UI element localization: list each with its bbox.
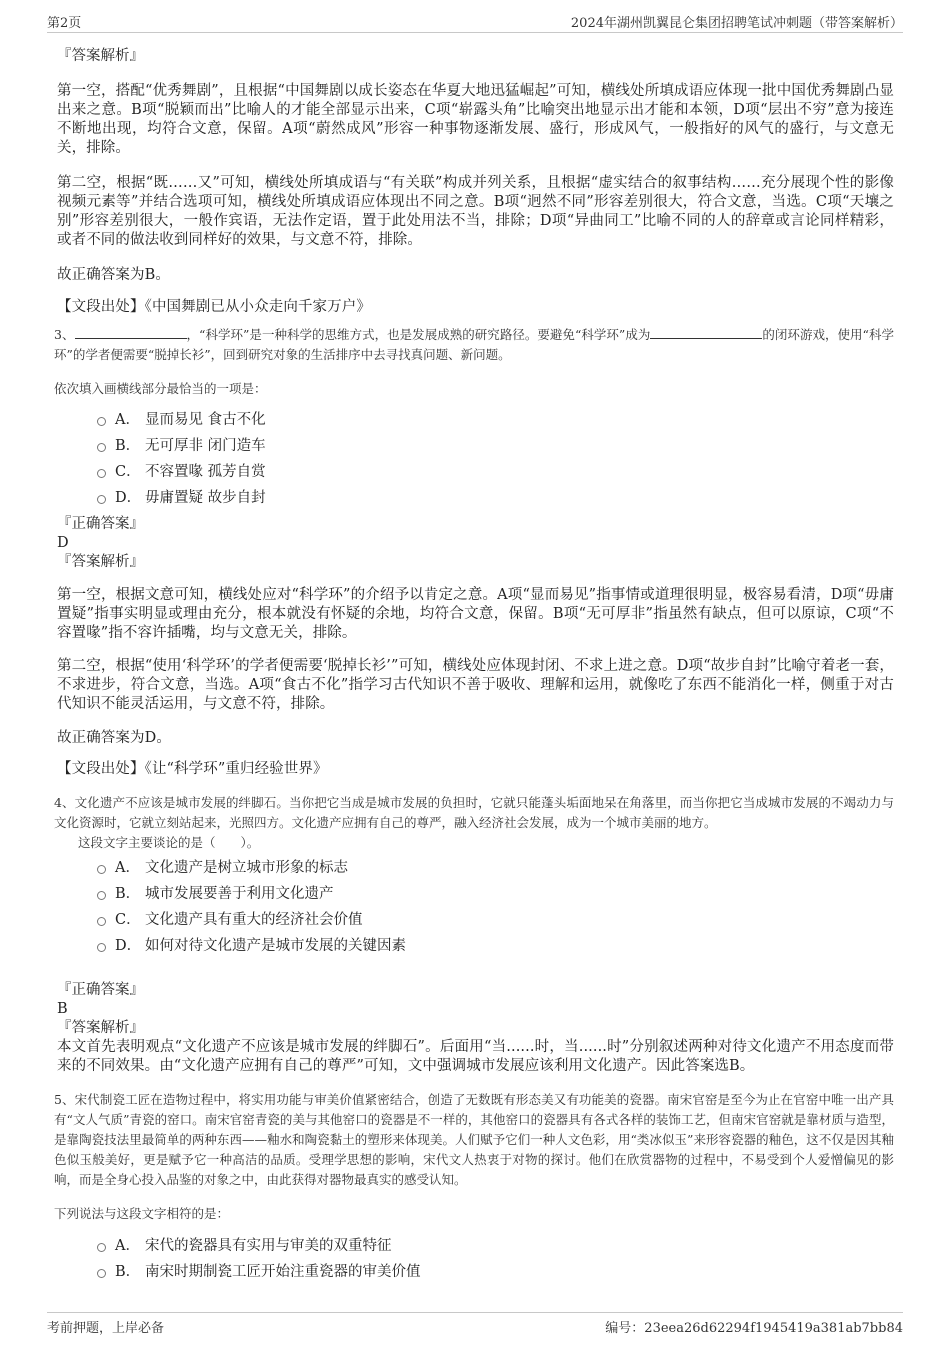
q4-option-c[interactable]: C． 文化遗产具有重大的经济社会价值 (97, 907, 894, 933)
q3-stem (54, 325, 894, 365)
q5-option-b[interactable]: B． 南宋时期制瓷工匠开始注重瓷器的审美价值 (97, 1259, 894, 1285)
document-body (54, 44, 894, 1285)
q2-conclusion: 故正确答案为B。 (57, 267, 170, 283)
q4-prompt: 这段文字主要谈论的是（ ）。 (78, 835, 260, 850)
q3-option-b[interactable]: B． 无可厚非 闭门造车 (97, 433, 894, 459)
q5-option-a[interactable]: A． 宋代的瓷器具有实用与审美的双重特征 (97, 1233, 894, 1259)
footer-slogan: 考前押题，上岸必备 (47, 1321, 165, 1336)
radio-icon[interactable] (97, 469, 106, 478)
correct-answer-tag: 『正确答案』 (57, 982, 144, 998)
q3-option-c[interactable]: C． 不容置喙 孤芳自赏 (97, 459, 894, 485)
q3-prompt: 依次填入画横线部分最恰当的一项是： (54, 381, 267, 396)
q3-analysis-paragraph-2: 第二空，根据“使用‘科学环’的学者便需要‘脱掉长衫’”可知，横线处应体现封闭、不求上进之意。D项“故步自封”比喻守着老一套，不求进步，符合文意，当选。A项“食古不化”指学习古代知识不善于吸收、理解和运用，就像吃了东西不能消化一样，侧重于对古代知识不能灵活运用，与文意不符，排除。 (57, 658, 894, 712)
page-number: 第2页 (47, 16, 82, 31)
q5-stem: 5、宋代制瓷工匠在造物过程中，将实用功能与审美价值紧密结合，创造了无数既有形态美又有功能美的瓷器。南宋官窑是至今为止在官窑中唯一出产具有“文人气质”青瓷的窑口。南宋官窑青瓷的美与其他窑口的瓷器是不一样的，其他窑口的瓷器具有各式各样的装饰工艺，但南宋官窑就是靠材质与造型，是靠陶瓷技法里最简单的两种东西——釉水和陶瓷黏土的塑形来体现美。人们赋予它们一种人文色彩，用“类冰似玉”来形容瓷器的釉色，这不仅是因其釉色似玉般美好，更是赋予它一种高洁的品质。受理学思想的影响，宋代文人热衷于对物的探讨。他们在欣赏器物的过程中，不易受到个人爱憎偏见的影响，而是全身心投入品鉴的对象之中，由此获得对器物最真实的感受认知。 (54, 1092, 894, 1187)
q3-option-a[interactable]: A． 显而易见 食古不化 (97, 407, 894, 433)
q3-analysis-paragraph-1: 第一空，根据文意可知，横线处应对“科学环”的介绍予以肯定之意。A项“显而易见”指事情或道理很明显，极容易看清，D项“毋庸置疑”指事实明显或理由充分，根本就没有怀疑的余地，均符合文意，保留。B项“无可厚非”指虽然有缺点，但可以原谅，C项“不容置喙”指不容许插嘴，均与文意无关，排除。 (57, 587, 894, 641)
document-id: 编号：23eea26d62294f1945419a381ab7bb84 (605, 1321, 903, 1336)
q3-blank-1 (75, 326, 187, 339)
q4-option-b[interactable]: B． 城市发展要善于利用文化遗产 (97, 881, 894, 907)
radio-icon[interactable] (97, 865, 106, 874)
q2-analysis-paragraph-2: 第二空，根据“既……又”可知，横线处所填成语与“有关联”构成并列关系，且根据“虚实结合的叙事结构……充分展现个性的影像视频元素等”并结合选项可知，横线处所填成语应体现出不同之意。B项“迥然不同”形容差别很大，符合文意，当选。C项“天壤之别”形容差别很大，一般作宾语，无法作定语，置于此处用法不当，排除；D项“异曲同工”比喻不同的人的辞章或言论同样精彩，或者不同的做法收到同样好的效果，与文意不符，排除。 (57, 175, 894, 248)
q3-option-d[interactable]: D． 毋庸置疑 故步自封 (97, 485, 894, 511)
q3-conclusion: 故正确答案为D。 (57, 730, 171, 746)
radio-icon[interactable] (97, 917, 106, 926)
q4-option-a[interactable]: A． 文化遗产是树立城市形象的标志 (97, 855, 894, 881)
page-header (47, 10, 903, 33)
q4-options (97, 855, 894, 959)
q3-source: 【文段出处】《让“科学环”重归经验世界》 (57, 761, 328, 777)
q2-source: 【文段出处】《中国舞剧已从小众走向千家万户》 (57, 299, 371, 315)
q4-analysis: 本文首先表明观点“文化遗产不应该是城市发展的绊脚石”。后面用“当......时，当......时”分别叙述两种对待文化遗产不用态度而带来的不同效果。由“文化遗产应拥有自己的尊严”可知，文中强调城市发展应该利用文化遗产。因此答案选B。 (57, 1039, 894, 1074)
q4-answer: B (57, 1001, 68, 1017)
q4-option-d[interactable]: D． 如何对待文化遗产是城市发展的关键因素 (97, 933, 894, 959)
q3-number: 3、 (54, 327, 75, 342)
radio-icon[interactable] (97, 891, 106, 900)
q4-stem: 4、文化遗产不应该是城市发展的绊脚石。当你把它当成是城市发展的负担时，它就只能蓬头垢面地呆在角落里，而当你把它当成城市发展的不竭动力与文化资源时，它就立刻站起来，光照四方。文化遗产应拥有自己的尊严，融入经济社会发展，成为一个城市美丽的地方。 (54, 795, 894, 830)
q3-blank-2 (650, 326, 762, 339)
q5-options (97, 1233, 894, 1285)
radio-icon[interactable] (97, 1269, 106, 1278)
q3-stem-part-a: ，“科学环”是一种科学的思维方式，也是发展成熟的研究路径。要避免“科学环”成为 (186, 327, 651, 342)
document-title: 2024年湖州凯翼昆仑集团招聘笔试冲刺题（带答案解析） (570, 16, 903, 31)
correct-answer-tag: 『正确答案』 (57, 516, 144, 532)
radio-icon[interactable] (97, 495, 106, 504)
q5-prompt: 下列说法与这段文字相符的是： (54, 1206, 230, 1221)
q3-options (97, 407, 894, 511)
radio-icon[interactable] (97, 943, 106, 952)
q2-analysis-paragraph-1: 第一空，搭配“优秀舞剧”，且根据“中国舞剧以成长姿态在华夏大地迅猛崛起”可知，横线处所填成语应体现一批中国优秀舞剧凸显出来之意。B项“脱颖而出”比喻人的才能全部显示出来，C项“崭露头角”比喻突出地显示出才能和本领，D项“层出不穷”意为接连不断地出现，均符合文意，保留。A项“蔚然成风”形容一种事物逐渐发展、盛行，形成风气，一般指好的风气的盛行，与文意无关，排除。 (57, 83, 894, 156)
q3-stem-part-b: 的闭环游戏，使用“科学环”的学者便需要“脱掉长衫”，回到研究对象的生活排序中去寻找真问题、新问题。 (54, 327, 894, 362)
radio-icon[interactable] (97, 1243, 106, 1252)
analysis-tag: 『答案解析』 (57, 554, 144, 570)
page-footer (47, 1312, 903, 1335)
radio-icon[interactable] (97, 417, 106, 426)
analysis-tag: 『答案解析』 (57, 1020, 144, 1036)
radio-icon[interactable] (97, 443, 106, 452)
analysis-tag: 『答案解析』 (57, 48, 144, 64)
q3-answer: D (57, 535, 69, 551)
